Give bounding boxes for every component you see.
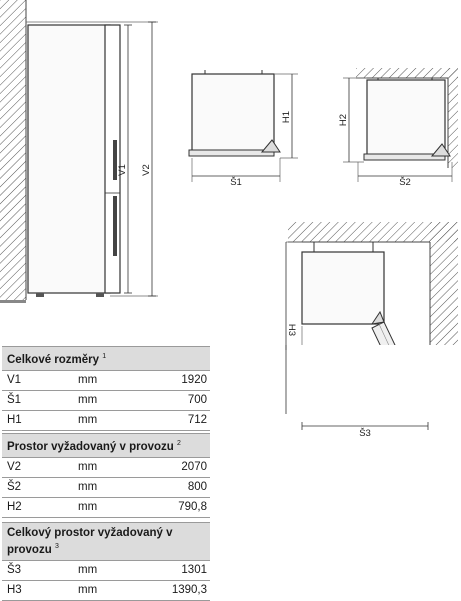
table-row: H2 mm 790,8	[2, 497, 210, 518]
table-overall-dimensions	[2, 346, 210, 431]
top-view-3-diagram	[286, 222, 458, 345]
table-row: Š3 mm 1301	[2, 560, 210, 580]
label-v1: V1	[117, 164, 128, 176]
table-title: Celkové rozměry $^1$	[2, 346, 210, 370]
top-view-2-diagram	[343, 68, 458, 182]
table-row: H1 mm 712	[2, 410, 210, 431]
label-s3: Š3	[359, 428, 371, 439]
table-title: Prostor vyžadovaný v provozu $^2$	[2, 433, 210, 457]
wall-hatch	[0, 0, 26, 300]
label-s1: Š1	[230, 177, 242, 188]
table-row: H3 mm 1390,3	[2, 580, 210, 601]
dimension-h3-line	[270, 240, 310, 350]
table-total-operating-space	[2, 522, 210, 601]
side-view-diagram	[0, 0, 158, 303]
table-row: V2 mm 2070	[2, 457, 210, 477]
fridge-body	[28, 25, 110, 293]
table-operating-space	[2, 433, 210, 518]
label-s2: Š2	[399, 177, 411, 188]
label-h3: H3	[286, 323, 297, 337]
table-title: Celkový prostor vyžadovaný v provozu $^3$	[2, 522, 210, 560]
table-row: Š2 mm 800	[2, 477, 210, 497]
table-row: V1 mm 1920	[2, 370, 210, 390]
handle-lower	[113, 196, 117, 256]
fridge-door	[105, 25, 120, 293]
table-row: Š1 mm 700	[2, 390, 210, 410]
label-v2: V2	[141, 164, 152, 176]
label-h1: H1	[281, 110, 292, 124]
top-view-1-diagram	[189, 70, 298, 182]
label-h2: H2	[338, 113, 349, 127]
